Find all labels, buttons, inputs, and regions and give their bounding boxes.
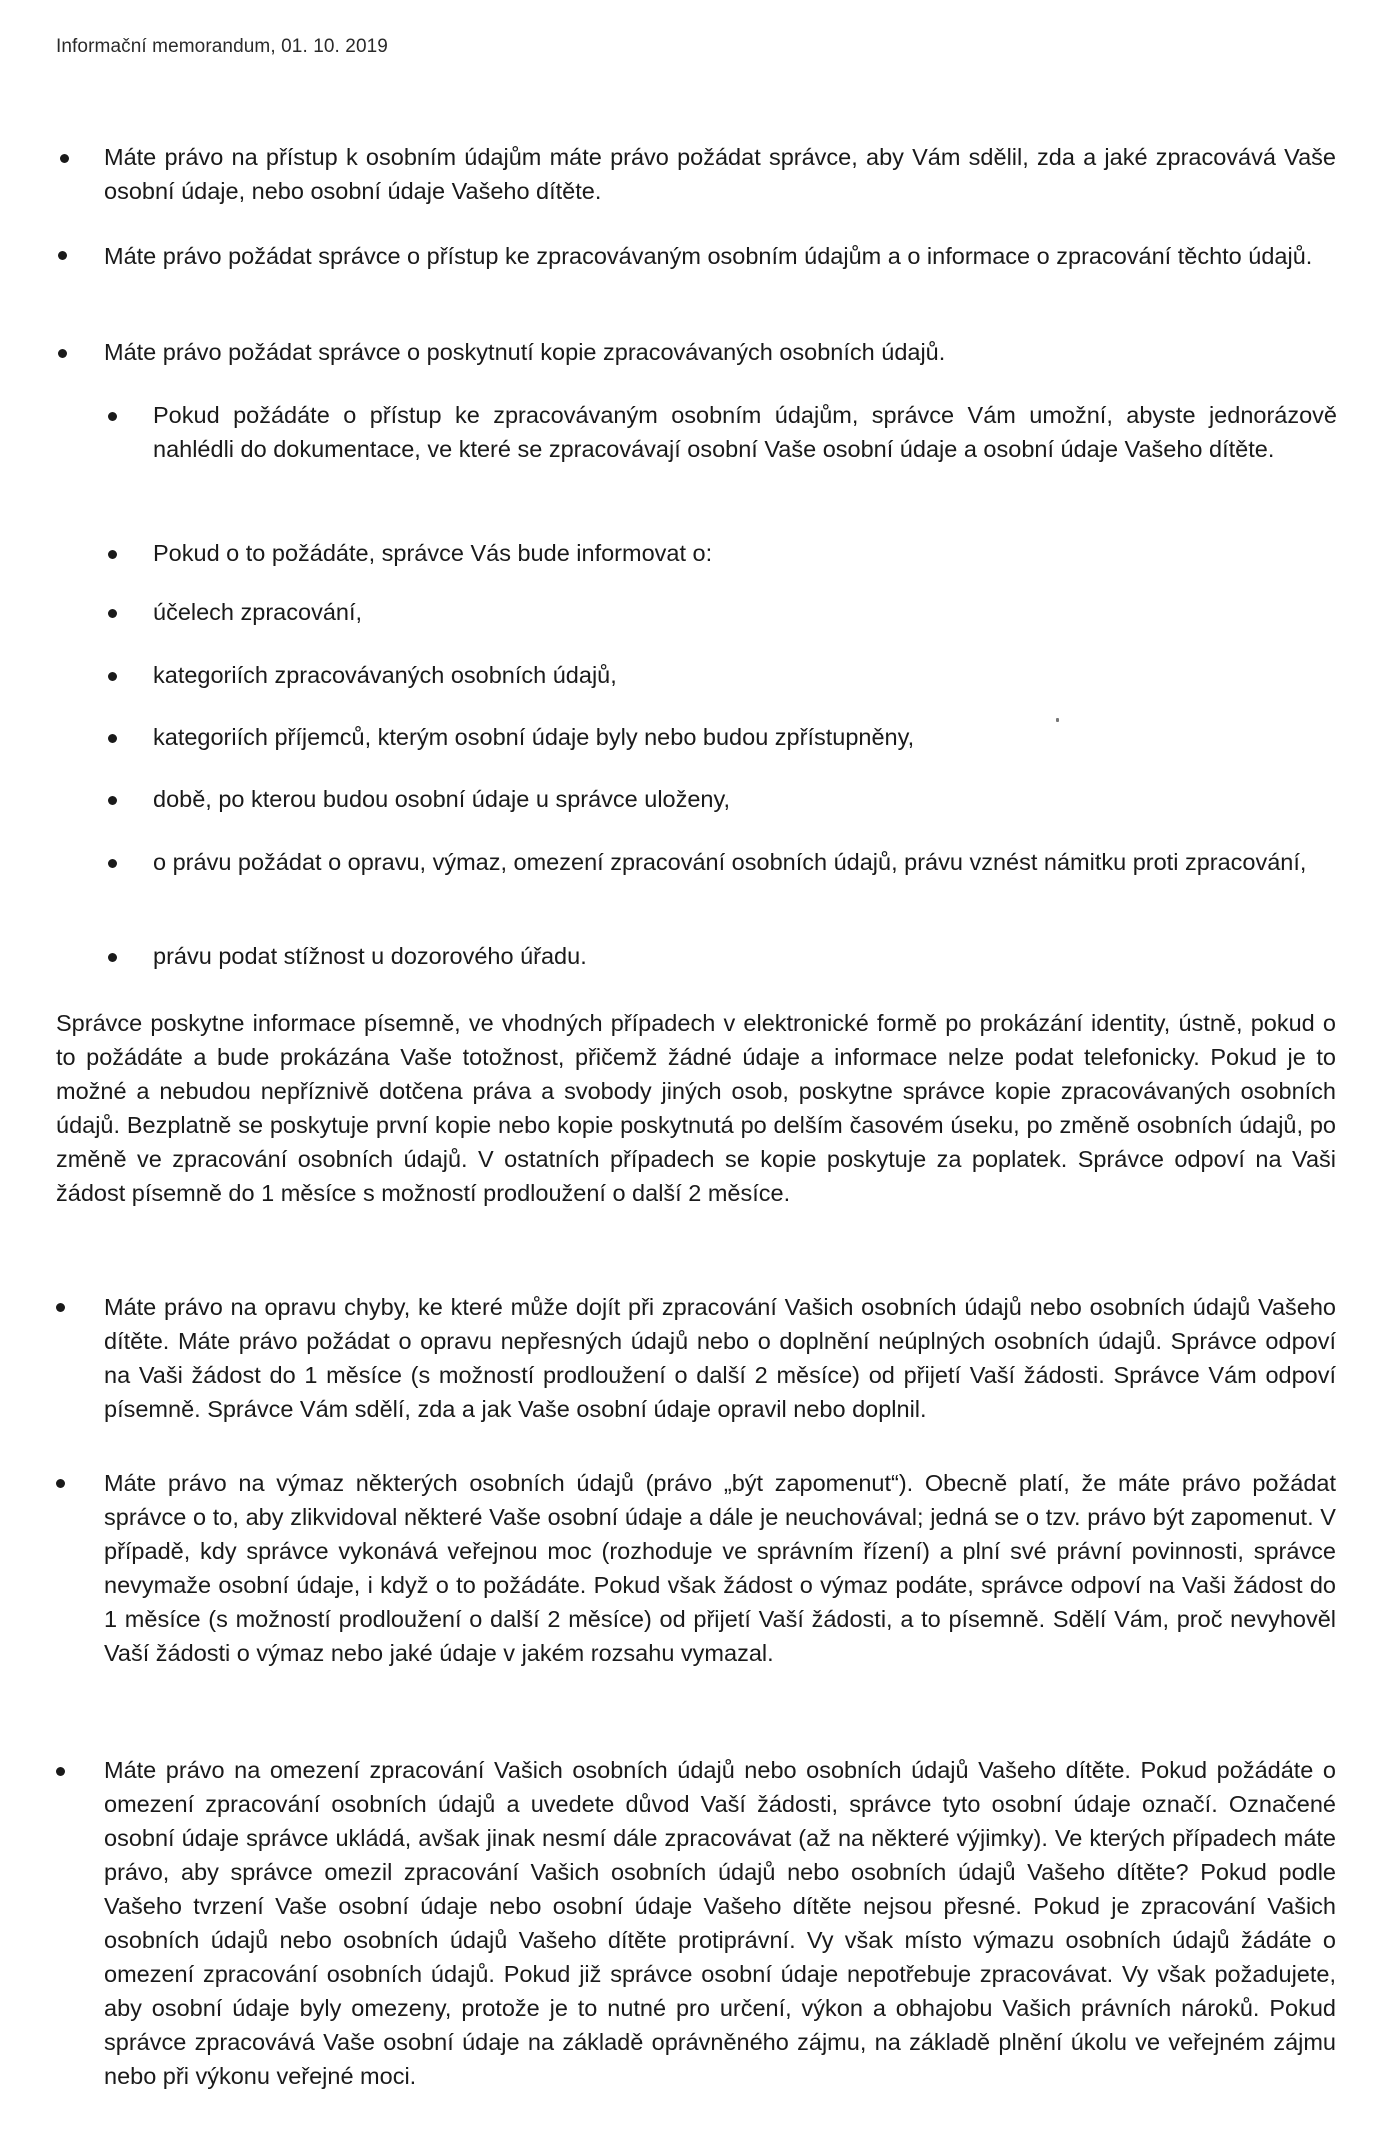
list-item	[104, 1290, 1336, 1426]
list-item	[153, 398, 1337, 466]
scan-speck	[1056, 718, 1059, 722]
bullet-icon	[56, 1303, 65, 1312]
bullet-icon	[58, 251, 67, 260]
list-item-text: kategoriích zpracovávaných osobních údajů,	[153, 662, 617, 688]
list-item	[104, 1466, 1336, 1670]
bullet-icon	[108, 412, 117, 421]
list-item	[153, 845, 1337, 879]
list-item-text: o právu požádat o opravu, výmaz, omezení zpracování osobních údajů, právu vznést námitku proti zpracování,	[153, 849, 1307, 875]
list-item	[104, 335, 1336, 369]
list-item-text: Máte právo na přístup k osobním údajům máte právo požádat správce, aby Vám sdělil, zda a jaké zpracovává Vaše osobní údaje, nebo osobní údaje Vašeho dítěte.	[104, 144, 1336, 204]
list-item-text: Máte právo na výmaz některých osobních údajů (právo „být zapomenut“). Obecně platí, že máte právo požádat správce o to, aby zlikvidoval některé Vaše osobní údaje a dále je neuchovával; jedná se o tzv. právo být zapomenut. V případě, kdy správce vykonává veřejnou moc (rozhoduje ve správním řízení) a plní své právní povinnosti, správce nevymaže osobní údaje, i když o to požádáte. Pokud však žádost o výmaz podáte, správce odpoví na Vaši žádost do 1 měsíce (s možností prodloužení o další 2 měsíce) od přijetí Vaší žádosti, a to písemně. Sdělí Vám, proč nevyhověl Vaší žádosti o výmaz nebo jaké údaje v jakém rozsahu vymazal.	[104, 1470, 1336, 1666]
list-item-text: Pokud požádáte o přístup ke zpracovávaným osobním údajům, správce Vám umožní, abyste jednorázově nahlédli do dokumentace, ve které se zpracovávají osobní Vaše osobní údaje a osobní údaje Vašeho dítěte.	[153, 402, 1337, 462]
bullet-icon	[108, 609, 117, 618]
list-item-text: kategoriích příjemců, kterým osobní údaje byly nebo budou zpřístupněny,	[153, 724, 915, 750]
bullet-icon	[108, 953, 117, 962]
list-item	[153, 939, 1337, 973]
list-item-text: Pokud o to požádáte, správce Vás bude informovat o:	[153, 540, 713, 566]
bullet-icon	[108, 796, 117, 805]
bullet-icon	[56, 1479, 65, 1488]
bullet-icon	[58, 349, 67, 358]
list-item-text: účelech zpracování,	[153, 599, 363, 625]
list-item	[153, 658, 1337, 692]
bullet-icon	[108, 672, 117, 681]
list-item-text: Máte právo požádat správce o přístup ke zpracovávaným osobním údajům a o informace o zpracování těchto údajů.	[104, 243, 1313, 269]
list-item	[104, 140, 1336, 208]
body-paragraph: Správce poskytne informace písemně, ve vhodných případech v elektronické formě po prokázání identity, ústně, pokud o to požádáte a bude prokázána Vaše totožnost, přičemž žádné údaje a informace nelze podat telefonicky. Pokud je to možné a nebudou nepříznivě dotčena práva a svobody jiných osob, poskytne správce kopie zpracovávaných osobních údajů. Bezplatně se poskytuje první kopie nebo kopie poskytnutá po delším časovém úseku, po změně osobních údajů, po změně ve zpracování osobních údajů. V ostatních případech se kopie poskytuje za poplatek. Správce odpoví na Vaši žádost písemně do 1 měsíce s možností prodloužení o další 2 měsíce.	[56, 1010, 1336, 1206]
list-item	[153, 595, 1337, 629]
list-item	[104, 239, 1336, 273]
list-item	[153, 536, 1337, 570]
list-item-text: době, po kterou budou osobní údaje u správce uloženy,	[153, 786, 731, 812]
bullet-icon	[108, 859, 117, 868]
bullet-icon	[108, 550, 117, 559]
document-header: Informační memorandum, 01. 10. 2019	[56, 36, 388, 57]
list-item	[104, 1753, 1336, 2093]
list-item	[153, 782, 1337, 816]
list-item-text: Máte právo na omezení zpracování Vašich osobních údajů nebo osobních údajů Vašeho dítěte. Pokud požádáte o omezení zpracování osobních údajů a uvedete důvod Vaší žádosti, správce tyto osobní údaje označí. Označené osobní údaje správce ukládá, avšak jinak nesmí dále zpracovávat (až na některé výjimky). Ve kterých případech máte právo, aby správce omezil zpracování Vašich osobních údajů nebo osobních údajů Vašeho dítěte? Pokud podle Vašeho tvrzení Vaše osobní údaje nebo osobní údaje Vašeho dítěte nejsou přesné. Pokud je zpracování Vašich osobních údajů nebo osobních údajů Vašeho dítěte protiprávní. Vy však místo výmazu osobních údajů žádáte o omezení zpracování osobních údajů. Pokud již správce osobní údaje nepotřebuje zpracovávat. Vy však požadujete, aby osobní údaje byly omezeny, protože je to nutné pro určení, výkon a obhajobu Vašich právních nároků. Pokud správce zpracovává Vaše osobní údaje na základě oprávněného zájmu, na základě plnění úkolu ve veřejném zájmu nebo při výkonu veřejné moci.	[104, 1757, 1336, 2089]
bullet-icon	[60, 154, 69, 163]
bullet-icon	[108, 734, 117, 743]
list-item-text: Máte právo požádat správce o poskytnutí kopie zpracovávaných osobních údajů.	[104, 339, 946, 365]
list-item-text: právu podat stížnost u dozorového úřadu.	[153, 943, 587, 969]
list-item-text: Máte právo na opravu chyby, ke které může dojít při zpracování Vašich osobních údajů nebo osobních údajů Vašeho dítěte. Máte právo požádat o opravu nepřesných údajů nebo o doplnění neúplných osobních údajů. Správce odpoví na Vaši žádost do 1 měsíce (s možností prodloužení o další 2 měsíce) od přijetí Vaší žádosti. Správce Vám odpoví písemně. Správce Vám sdělí, zda a jak Vaše osobní údaje opravil nebo doplnil.	[104, 1294, 1336, 1422]
list-item	[153, 720, 1337, 754]
bullet-icon	[56, 1767, 65, 1776]
